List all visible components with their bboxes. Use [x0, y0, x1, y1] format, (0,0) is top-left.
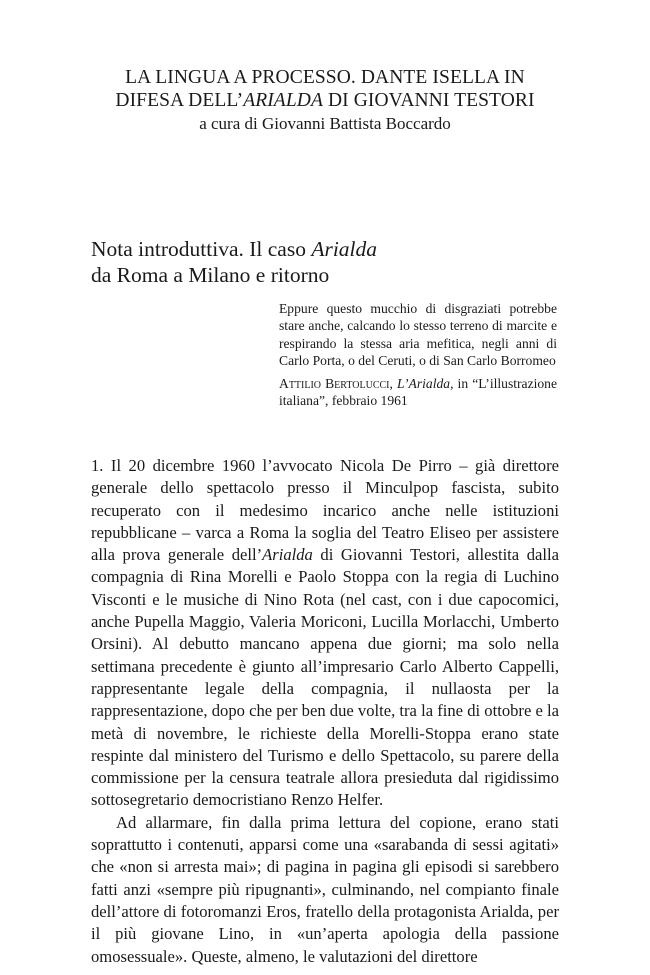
- body-text: di Giovanni Testori, allestita dalla compagnia di Rina Morelli e Paolo Stoppa con la regia di Luchino Visconti e le musiche di Nino Rota (nel cast, con i due capocomici, anche Pupella Maggio, Valeria Moriconi, Lucilla Morlacchi, Umberto Orsini). Al debutto mancano appena due giorni; ma solo nella settimana precedente è giunto all’impresario Carlo Alberto Cappelli, rappresentante legale della compagnia, il nullaosta per la rappresentazione, dopo che per ben due volte, tra la fine di ottobre e la metà di novembre, le richieste della Morelli-Stoppa erano state respinte dal ministero del Turismo e dello Spettacolo, su parere della commissione per la censura teatrale allora presieduta dal rigidissimo sottosegretario democristiano Renzo Helfer.: [91, 545, 559, 810]
- epigraph-author: Attilio Bertolucci: [279, 375, 390, 391]
- epigraph-quote: Eppure questo mucchio di disgraziati potrebbe stare anche, calcando lo stesso terreno di marcite e respirando la stessa aria mefitica, negli anni di Carlo Porta, o del Ceruti, o di San Carlo Borromeo: [279, 301, 557, 369]
- epigraph: [279, 300, 557, 409]
- epigraph-attribution: Attilio Bertolucci, L’Arialda, in “L’illustrazione italiana”, febbraio 1961: [279, 375, 558, 409]
- article-body: [91, 455, 559, 968]
- section-title: [91, 236, 561, 288]
- epigraph-source: , in “L’illustrazione italiana”, febbraio 1961: [279, 375, 558, 409]
- section-title-line-2: da Roma a Milano e ritorno: [91, 263, 330, 287]
- section-title-italic: Arialda: [311, 237, 378, 261]
- article-title-line-1: LA LINGUA A PROCESSO. DANTE ISELLA IN: [125, 67, 525, 88]
- body-paragraph-1: [91, 455, 559, 812]
- section-title-line-1: [91, 236, 561, 262]
- epigraph-work: L’Arialda: [396, 375, 451, 391]
- body-paragraph-2: Ad allarmare, fin dalla prima lettura del copione, erano stati soprattutto i contenuti, apparsi come una «sarabanda di sessi agitati» che «non si arresta mai»; di pagina in pagina gli episodi si sarebbero fatti anzi «sempre più ripugnanti», culminando, nel compianto finale dell’attore di fotoromanzi Eros, fratello della protagonista Arialda, per il più giovane Lino, in «un’aperta apologia della passione omosessuale». Queste, almeno, le valutazioni del direttore: [91, 812, 559, 966]
- title-text: DIFESA DELL’: [115, 90, 244, 111]
- body-italic-work: Arialda: [262, 545, 313, 565]
- article-byline: a cura di Giovanni Battista Boccardo: [199, 114, 451, 133]
- article-title-line-2: [0, 89, 650, 112]
- article-header: [0, 66, 650, 135]
- body-text: 1. Il 20 dicembre 1960 l’avvocato Nicola De Pirro – già direttore generale dello spettacolo presso il Minculpop fascista, subito recuperato con il medesimo incarico anche nelle istituzioni repubblicane – varca a Roma la soglia del Teatro Eliseo per assistere alla prova generale dell’: [91, 456, 559, 565]
- section-title-text: Nota introduttiva. Il caso: [91, 237, 312, 261]
- title-italic-work: ARIALDA: [243, 90, 323, 111]
- title-text: DI GIOVANNI TESTORI: [322, 90, 535, 111]
